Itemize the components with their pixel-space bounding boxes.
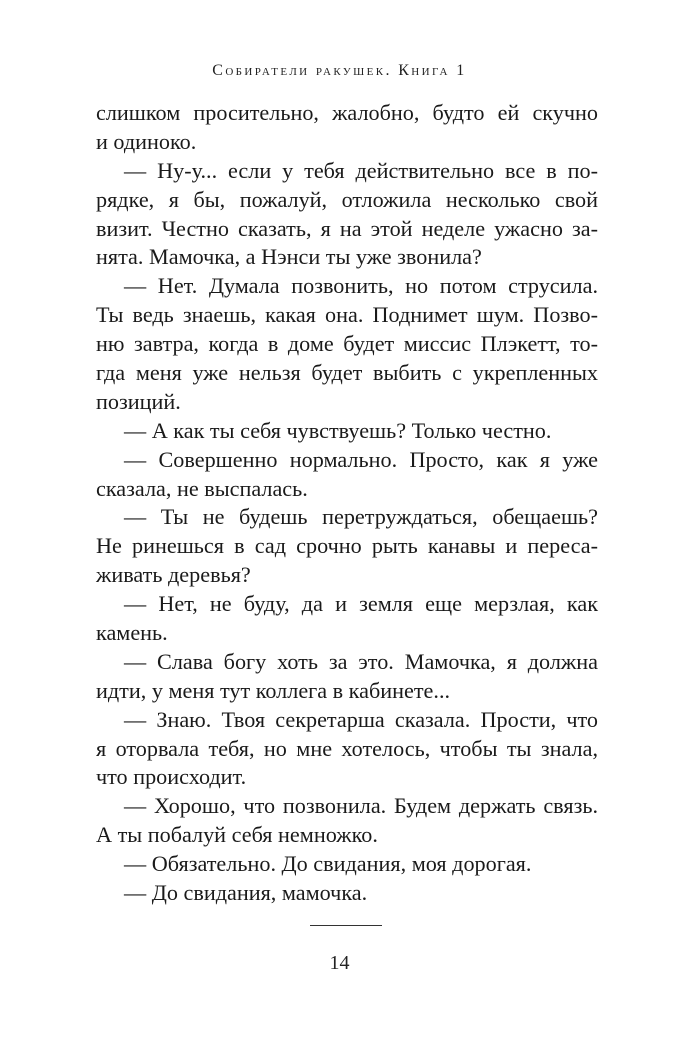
text-line: — А как ты себя чувствуешь? Только честно. (124, 417, 552, 443)
text-line: — Совершенно нормально. Просто, как я уже (124, 446, 598, 472)
text-line: камень. (96, 620, 168, 646)
text-line: визит. Честно сказать, я на этой неделе ужасно за- (96, 215, 598, 241)
text-line: — Нет. Думала позвонить, но потом струсила. (124, 273, 598, 299)
running-title: Собиратели ракушек. Книга 1 (212, 62, 467, 79)
text-line: идти, у меня тут коллега в кабинете... (96, 677, 451, 703)
text-line: рядке, я бы, пожалуй, отложила несколько свой (96, 186, 598, 212)
text-line: — Ты не будешь перетруждаться, обещаешь? (124, 504, 598, 530)
page-number: 14 (329, 952, 350, 974)
end-divider (310, 925, 382, 926)
text-line: гда меня уже нельзя будет выбить с укрепленных (96, 360, 598, 386)
text-line: — Слава богу хоть за это. Мамочка, я должна (124, 648, 598, 674)
text-line: позиций. (96, 388, 181, 414)
text-line: — Знаю. Твоя секретарша сказала. Прости, что (124, 706, 598, 732)
text-line: А ты побалуй себя немножко. (96, 822, 378, 848)
text-line: — Нет, не буду, да и земля еще мерзлая, как (124, 591, 598, 617)
text-line: — Хорошо, что позвонила. Будем держать связь. (124, 793, 598, 819)
text-line: и одиноко. (96, 128, 197, 154)
text-line: ню завтра, когда в доме будет миссис Плэкетт, то- (96, 331, 598, 357)
text-line: что происходит. (96, 764, 247, 790)
text-line: слишком просительно, жалобно, будто ей скучно (96, 100, 598, 125)
text-line: — Ну-у... если у тебя действительно все в по- (124, 157, 598, 183)
text-line: я оторвала тебя, но мне хотелось, чтобы ты знала, (96, 735, 598, 761)
text-line: Не ринешься в сад срочно рыть канавы и переса- (96, 533, 598, 559)
text-line: — Обязательно. До свидания, моя дорогая. (124, 851, 532, 877)
text-line: нята. Мамочка, а Нэнси ты уже звонила? (96, 244, 482, 270)
body-text (96, 99, 598, 908)
text-line: — До свидания, мамочка. (124, 880, 368, 906)
text-line: Ты ведь знаешь, какая она. Поднимет шум. Позво- (96, 302, 598, 328)
text-line: сказала, не выспалась. (96, 475, 308, 501)
text-line: живать деревья? (96, 562, 251, 588)
